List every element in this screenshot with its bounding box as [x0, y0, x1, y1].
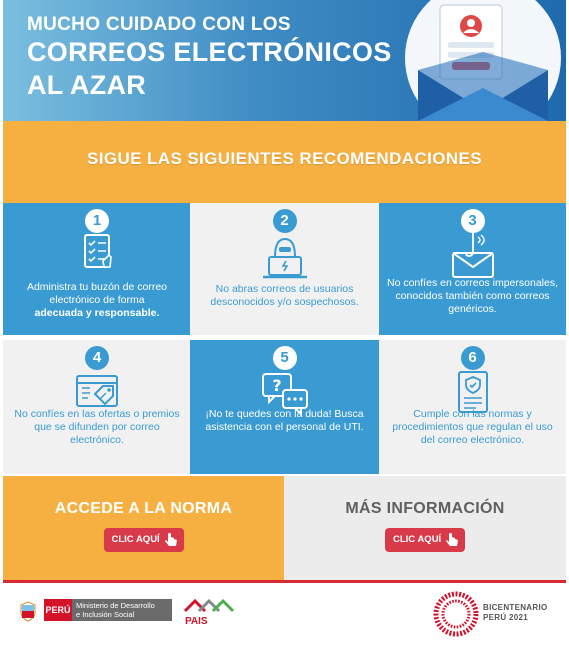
recommendations-banner [3, 121, 566, 203]
tip-number: 5 [273, 346, 297, 370]
header-line-3: AL AZAR [27, 70, 147, 100]
tip-card-2 [190, 203, 379, 335]
svg-text:PAIS: PAIS [185, 616, 208, 627]
tip-number: 1 [85, 209, 109, 233]
access-norm-button[interactable] [104, 528, 184, 552]
tip-card-6 [379, 340, 566, 474]
button-label: CLIC AQUÍ [111, 534, 160, 545]
header-line-1: MUCHO CUIDADO CON LOS [27, 14, 291, 35]
tip-number: 2 [273, 209, 297, 233]
svg-text:?: ? [271, 376, 282, 395]
phishing-envelope-icon [445, 231, 501, 283]
tip-text: No abras correos de usuarios desconocidos y/o sospechosos. [210, 283, 359, 308]
tip-card-1 [3, 203, 191, 335]
tip-text: ¡No te quedes con la duda! Busca asistencia con el personal de UTI. [205, 408, 364, 433]
access-norm-panel [3, 476, 284, 580]
tip-text: Administra tu buzón de correo electrónico de forma adecuada y responsable. [26, 281, 168, 319]
more-info-button[interactable] [385, 528, 465, 552]
checklist-icon [69, 231, 125, 283]
ministry-logo: Ministerio de Desarrollo e Inclusión Social [72, 599, 172, 621]
header-hero [3, 0, 566, 121]
more-info-title: MÁS INFORMACIÓN [345, 500, 505, 517]
banner-text: SIGUE LAS SIGUIENTES RECOMENDACIONES [86, 149, 483, 168]
pointer-hand-icon [162, 531, 180, 549]
button-label: CLIC AQUÍ [393, 534, 442, 545]
access-norm-title: ACCEDE A LA NORMA [54, 500, 233, 517]
tip-card-5 [190, 340, 379, 474]
tip-number: 3 [461, 209, 485, 233]
pointer-hand-icon [443, 531, 461, 549]
more-info-panel [284, 476, 566, 580]
bicentennial-sunburst-icon [433, 591, 479, 637]
tip-text: Cumple con las normas y procedimientos que regulan el uso del correo electrónico. [392, 408, 553, 446]
bicentennial-text: BICENTENARIO PERÚ 2021 [483, 603, 548, 622]
tip-number: 6 [461, 346, 485, 370]
open-envelope-profile-icon [388, 0, 566, 121]
tip-number: 4 [85, 346, 109, 370]
tip-text: No confíes en las ofertas o premios que se difunden por correo electrónico. [14, 408, 180, 446]
tip-card-4 [3, 340, 191, 474]
header-line-2: CORREOS ELECTRÓNICOS [27, 37, 392, 67]
peru-logo: PERÚ [44, 599, 72, 621]
pais-logo-icon [183, 595, 239, 627]
hacker-laptop-icon [257, 231, 313, 283]
tip-card-3 [379, 203, 566, 335]
footer-logos [3, 583, 566, 647]
peru-crest-icon [18, 600, 38, 622]
tip-text: No confíes en correos impersonales, conocidos también como correos genéricos. [387, 277, 558, 315]
